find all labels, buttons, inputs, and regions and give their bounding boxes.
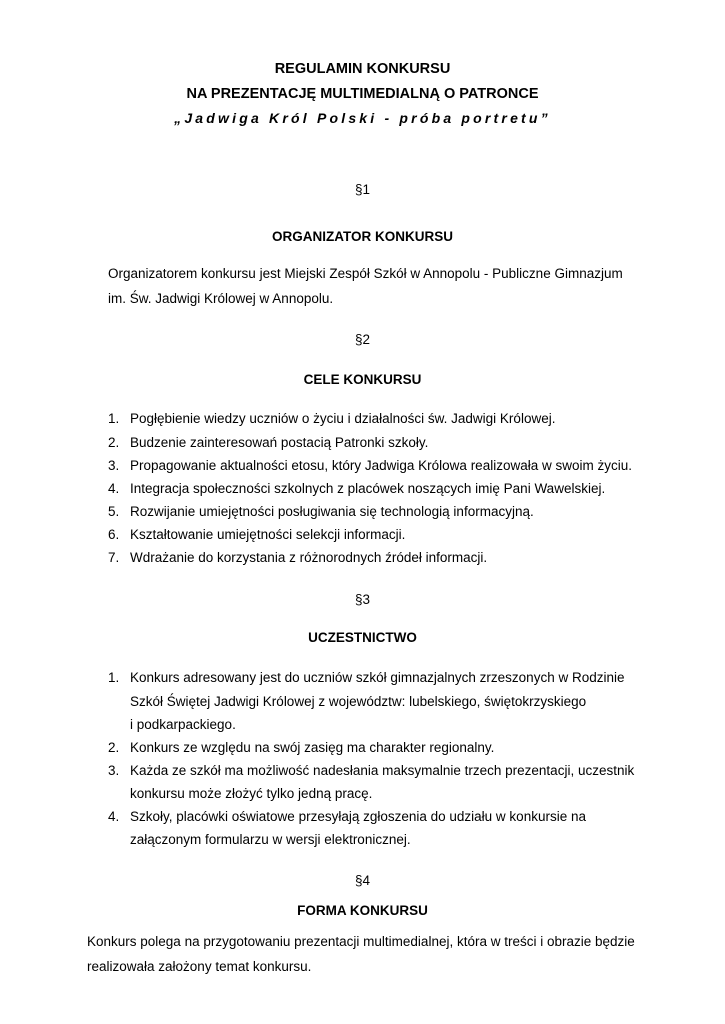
section-4-text-line: realizowała założony temat konkursu. [87, 959, 312, 974]
list-item-number: 4. [108, 809, 120, 824]
list-item: Wdrażanie do korzystania z różnorodnych źródeł informacji. [130, 550, 488, 565]
list-item-number: 2. [108, 435, 120, 450]
section-4-text-line: Konkurs polega na przygotowaniu prezentacji multimedialnej, która w treści i obrazie będzie [87, 934, 635, 949]
list-item: Konkurs adresowany jest do uczniów szkół gimnazjalnych zrzeszonych w Rodzinie [130, 670, 625, 685]
list-item: Propagowanie aktualności etosu, który Jadwiga Królowa realizowała w swoim życiu. [130, 458, 632, 473]
list-item-continuation: i podkarpackiego. [130, 717, 236, 732]
list-item-number: 3. [108, 763, 120, 778]
section-4-heading: FORMA KONKURSU [297, 903, 428, 918]
list-item-number: 5. [108, 504, 120, 519]
list-item-number: 1. [108, 670, 120, 685]
section-1-sign: §1 [354, 182, 371, 197]
list-item: Każda ze szkół ma możliwość nadesłania maksymalnie trzech prezentacji, uczestnik [130, 763, 635, 778]
section-1-heading: ORGANIZATOR KONKURSU [272, 229, 453, 244]
document-subtitle: NA PREZENTACJĘ MULTIMEDIALNĄ O PATRONCE [186, 86, 539, 102]
list-item-number: 7. [108, 550, 120, 565]
section-2-sign: §2 [354, 332, 371, 347]
document-theme: „Jadwiga Król Polski - próba portretu” [174, 110, 551, 126]
section-2-heading: CELE KONKURSU [303, 372, 422, 387]
list-item-continuation: załączonym formularzu w wersji elektronicznej. [130, 832, 411, 847]
section-1-text-line: im. Św. Jadwigi Królowej w Annopolu. [108, 291, 334, 306]
section-4-sign: §4 [354, 873, 371, 888]
list-item: Pogłębienie wiedzy uczniów o życiu i działalności św. Jadwigi Królowej. [130, 411, 556, 426]
section-3-sign: §3 [354, 592, 371, 607]
list-item-number: 2. [108, 740, 120, 755]
list-item-number: 6. [108, 527, 120, 542]
list-item: Konkurs ze względu na swój zasięg ma charakter regionalny. [130, 740, 495, 755]
list-item-number: 1. [108, 411, 120, 426]
list-item: Szkoły, placówki oświatowe przesyłają zgłoszenia do udziału w konkursie na [130, 809, 586, 824]
list-item-continuation: Szkół Świętej Jadwigi Królowej z województw: lubelskiego, świętokrzyskiego [130, 694, 587, 709]
list-item: Rozwijanie umiejętności posługiwania się technologią informacyjną. [130, 504, 534, 519]
list-item: Kształtowanie umiejętności selekcji informacji. [130, 527, 406, 542]
list-item: Budzenie zainteresowań postacią Patronki szkoły. [130, 435, 429, 450]
document-title: REGULAMIN KONKURSU [274, 61, 451, 77]
section-1-text-line: Organizatorem konkursu jest Miejski Zespół Szkół w Annopolu - Publiczne Gimnazjum [108, 266, 623, 281]
list-item: Integracja społeczności szkolnych z placówek noszących imię Pani Wawelskiej. [130, 481, 606, 496]
list-item-number: 4. [108, 481, 120, 496]
list-item-number: 3. [108, 458, 120, 473]
list-item-continuation: konkursu może złożyć tylko jedną pracę. [130, 786, 373, 801]
section-3-heading: UCZESTNICTWO [308, 630, 417, 645]
